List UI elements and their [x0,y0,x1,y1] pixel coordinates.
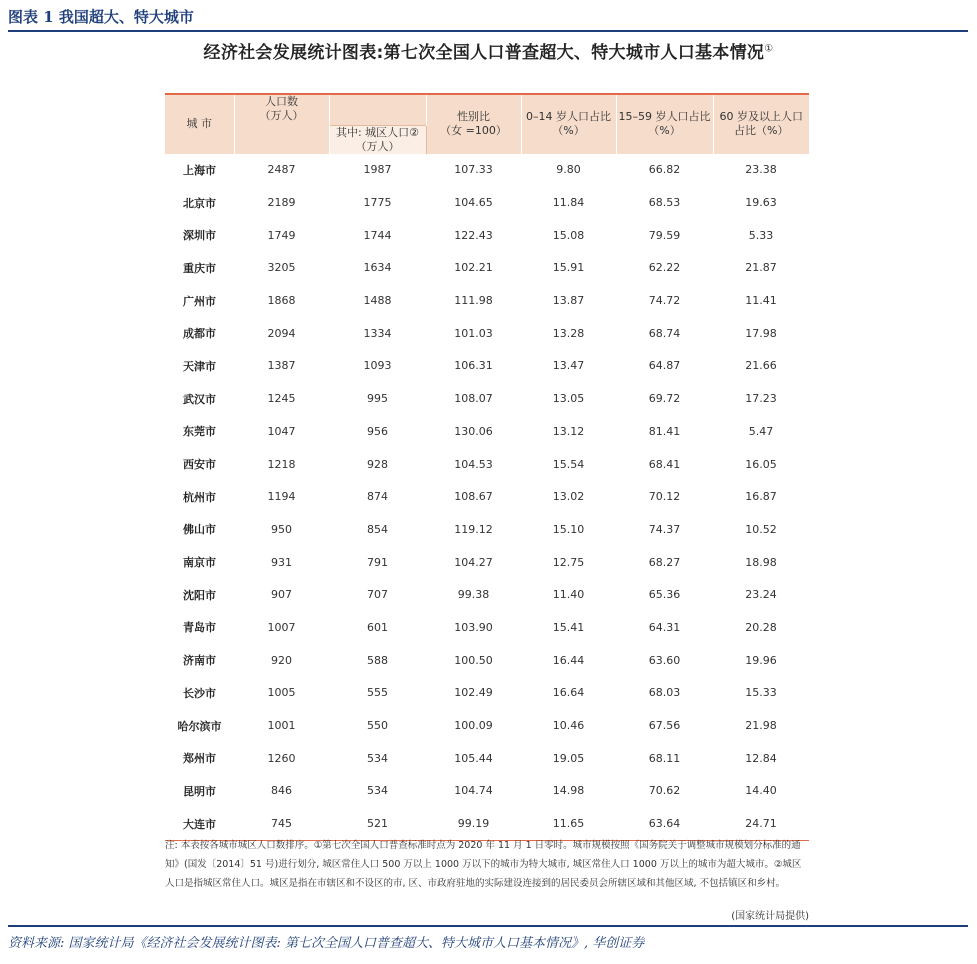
cell-urban-population: 1775 [329,186,426,219]
cell-age-15-59: 64.87 [616,350,713,383]
cell-sex-ratio: 102.21 [426,252,521,285]
cell-age-15-59: 67.56 [616,709,713,742]
cell-age-60-plus: 11.41 [713,284,809,317]
cell-sex-ratio: 104.65 [426,186,521,219]
cell-city: 杭州市 [165,480,234,513]
cell-age-60-plus: 23.24 [713,578,809,611]
cell-age-15-59: 68.74 [616,317,713,350]
cell-age-15-59: 70.62 [616,775,713,808]
cell-age-15-59: 62.22 [616,252,713,285]
cell-city: 青岛市 [165,611,234,644]
provider-credit: (国家统计局提供) [731,911,809,922]
cell-age-0-14: 15.08 [521,219,616,252]
cell-age-60-plus: 16.87 [713,480,809,513]
cell-age-15-59: 66.82 [616,154,713,187]
header-age-15-59: 15–59 岁人口占比 （%） [616,95,713,154]
cell-city: 广州市 [165,284,234,317]
table-row [165,775,809,808]
cell-age-60-plus: 17.23 [713,382,809,415]
header-city: 城 市 [165,95,234,154]
cell-population: 1387 [234,350,329,383]
cell-city: 西安市 [165,448,234,481]
cell-age-15-59: 68.27 [616,546,713,579]
table-row [165,284,809,317]
table-row [165,742,809,775]
cell-sex-ratio: 101.03 [426,317,521,350]
cell-age-0-14: 10.46 [521,709,616,742]
cell-age-60-plus: 17.98 [713,317,809,350]
cell-age-60-plus: 15.33 [713,677,809,710]
cell-age-60-plus: 12.84 [713,742,809,775]
cell-urban-population: 1093 [329,350,426,383]
cell-age-0-14: 11.84 [521,186,616,219]
cell-age-0-14: 13.47 [521,350,616,383]
cell-population: 1260 [234,742,329,775]
cell-city: 武汉市 [165,382,234,415]
cell-age-0-14: 15.41 [521,611,616,644]
table-row [165,154,809,187]
figure-header [8,4,968,32]
table-row [165,578,809,611]
table-row [165,350,809,383]
population-table [165,93,809,841]
cell-age-60-plus: 10.52 [713,513,809,546]
cell-sex-ratio: 104.53 [426,448,521,481]
figure-label: 图表 1 我国超大、特大城市 [8,8,194,26]
table-row [165,448,809,481]
cell-sex-ratio: 104.27 [426,546,521,579]
cell-age-0-14: 14.98 [521,775,616,808]
cell-urban-population: 521 [329,807,426,840]
cell-city: 大连市 [165,807,234,840]
table-row [165,611,809,644]
cell-urban-population: 534 [329,775,426,808]
cell-age-60-plus: 21.98 [713,709,809,742]
cell-age-15-59: 79.59 [616,219,713,252]
cell-age-15-59: 74.37 [616,513,713,546]
cell-city: 南京市 [165,546,234,579]
header-population: 人口数 （万人） [234,95,329,125]
cell-age-15-59: 74.72 [616,284,713,317]
cell-urban-population: 555 [329,677,426,710]
cell-city: 哈尔滨市 [165,709,234,742]
cell-age-60-plus: 5.33 [713,219,809,252]
cell-population: 1005 [234,677,329,710]
cell-urban-population: 1744 [329,219,426,252]
table-row [165,546,809,579]
cell-age-0-14: 13.05 [521,382,616,415]
cell-age-60-plus: 14.40 [713,775,809,808]
table-body [165,154,809,840]
cell-urban-population: 534 [329,742,426,775]
cell-age-15-59: 68.41 [616,448,713,481]
cell-population: 745 [234,807,329,840]
cell-age-0-14: 9.80 [521,154,616,187]
cell-city: 昆明市 [165,775,234,808]
title-text: 经济社会发展统计图表:第七次全国人口普查超大、特大城市人口基本情况 [203,43,765,63]
table-row [165,709,809,742]
cell-urban-population: 601 [329,611,426,644]
table-row [165,317,809,350]
cell-age-0-14: 12.75 [521,546,616,579]
cell-city: 北京市 [165,186,234,219]
cell-age-0-14: 13.12 [521,415,616,448]
cell-age-15-59: 81.41 [616,415,713,448]
table-row [165,382,809,415]
header-urban-population: 其中: 城区人口② （万人） [329,125,426,154]
cell-urban-population: 588 [329,644,426,677]
cell-city: 深圳市 [165,219,234,252]
cell-urban-population: 956 [329,415,426,448]
cell-sex-ratio: 99.19 [426,807,521,840]
cell-city: 沈阳市 [165,578,234,611]
cell-population: 931 [234,546,329,579]
cell-age-15-59: 63.60 [616,644,713,677]
cell-urban-population: 550 [329,709,426,742]
cell-sex-ratio: 103.90 [426,611,521,644]
cell-age-15-59: 68.11 [616,742,713,775]
cell-population: 1245 [234,382,329,415]
cell-sex-ratio: 100.09 [426,709,521,742]
cell-urban-population: 707 [329,578,426,611]
cell-age-0-14: 15.91 [521,252,616,285]
cell-sex-ratio: 106.31 [426,350,521,383]
cell-age-15-59: 68.03 [616,677,713,710]
cell-city: 东莞市 [165,415,234,448]
cell-age-60-plus: 19.96 [713,644,809,677]
cell-sex-ratio: 122.43 [426,219,521,252]
cell-city: 郑州市 [165,742,234,775]
table-row [165,186,809,219]
cell-age-0-14: 13.28 [521,317,616,350]
title-footnote-mark: ① [764,43,774,55]
cell-population: 1194 [234,480,329,513]
cell-sex-ratio: 130.06 [426,415,521,448]
table-row [165,513,809,546]
cell-age-0-14: 19.05 [521,742,616,775]
cell-sex-ratio: 102.49 [426,677,521,710]
cell-urban-population: 874 [329,480,426,513]
cell-age-15-59: 65.36 [616,578,713,611]
cell-age-60-plus: 24.71 [713,807,809,840]
cell-age-60-plus: 23.38 [713,154,809,187]
cell-sex-ratio: 108.67 [426,480,521,513]
table-row [165,219,809,252]
cell-city: 重庆市 [165,252,234,285]
table-row [165,252,809,285]
cell-age-0-14: 11.40 [521,578,616,611]
table-row [165,644,809,677]
cell-urban-population: 1488 [329,284,426,317]
cell-sex-ratio: 104.74 [426,775,521,808]
cell-population: 1749 [234,219,329,252]
cell-population: 3205 [234,252,329,285]
source-divider [8,925,968,927]
cell-city: 上海市 [165,154,234,187]
table-row [165,480,809,513]
cell-urban-population: 1634 [329,252,426,285]
cell-urban-population: 1334 [329,317,426,350]
cell-city: 济南市 [165,644,234,677]
cell-population: 907 [234,578,329,611]
cell-age-0-14: 16.44 [521,644,616,677]
cell-population: 1001 [234,709,329,742]
cell-age-0-14: 13.02 [521,480,616,513]
table-notes: 注: 本表按各城市城区人口数排序。①第七次全国人口普查标准时点为 2020 年 11 月 1 日零时。城市规模按照《国务院关于调整城市规模划分标准的通知》(国发〔2014〕51 号)进行划分, 城区常住人口 500 万以上 1000 万以下的城市为特大城市, 城区常住人口 1000 万以上的城市为超大城市。②城区人口是指城区常住人口。城区是指在市辖区和不设区的市, 区、市政府驻地的实际建设连接到的居民委员会所辖区域和其他区域, 不包括镇区和乡村。 [165,840,802,889]
cell-population: 1218 [234,448,329,481]
cell-population: 1007 [234,611,329,644]
cell-age-0-14: 15.10 [521,513,616,546]
table-row [165,415,809,448]
header-age-60-plus: 60 岁及以上人口 占比（%） [713,95,809,154]
cell-age-15-59: 64.31 [616,611,713,644]
cell-city: 成都市 [165,317,234,350]
source-line: 资料来源: 国家统计局《经济社会发展统计图表: 第七次全国人口普查超大、特大城市人口基本情况》, 华创证券 [8,936,645,951]
cell-urban-population: 791 [329,546,426,579]
table-row [165,677,809,710]
cell-age-60-plus: 21.66 [713,350,809,383]
cell-age-60-plus: 20.28 [713,611,809,644]
cell-age-15-59: 70.12 [616,480,713,513]
cell-age-15-59: 68.53 [616,186,713,219]
cell-population: 846 [234,775,329,808]
cell-age-60-plus: 21.87 [713,252,809,285]
cell-city: 佛山市 [165,513,234,546]
cell-sex-ratio: 108.07 [426,382,521,415]
cell-age-15-59: 69.72 [616,382,713,415]
cell-sex-ratio: 107.33 [426,154,521,187]
header-age-0-14: 0–14 岁人口占比 （%） [521,95,616,154]
cell-population: 1047 [234,415,329,448]
cell-urban-population: 854 [329,513,426,546]
cell-age-15-59: 63.64 [616,807,713,840]
cell-population: 950 [234,513,329,546]
cell-population: 920 [234,644,329,677]
cell-urban-population: 995 [329,382,426,415]
cell-population: 2487 [234,154,329,187]
cell-sex-ratio: 99.38 [426,578,521,611]
cell-city: 天津市 [165,350,234,383]
cell-age-60-plus: 18.98 [713,546,809,579]
cell-age-0-14: 13.87 [521,284,616,317]
cell-sex-ratio: 105.44 [426,742,521,775]
page-title [0,38,977,63]
cell-population: 1868 [234,284,329,317]
cell-age-60-plus: 16.05 [713,448,809,481]
cell-population: 2094 [234,317,329,350]
cell-urban-population: 928 [329,448,426,481]
cell-population: 2189 [234,186,329,219]
cell-age-0-14: 16.64 [521,677,616,710]
cell-age-60-plus: 19.63 [713,186,809,219]
cell-sex-ratio: 119.12 [426,513,521,546]
cell-sex-ratio: 100.50 [426,644,521,677]
cell-city: 长沙市 [165,677,234,710]
cell-sex-ratio: 111.98 [426,284,521,317]
cell-age-60-plus: 5.47 [713,415,809,448]
header-sex-ratio: 性别比 （女 =100） [426,95,521,154]
cell-age-0-14: 11.65 [521,807,616,840]
cell-urban-population: 1987 [329,154,426,187]
cell-age-0-14: 15.54 [521,448,616,481]
